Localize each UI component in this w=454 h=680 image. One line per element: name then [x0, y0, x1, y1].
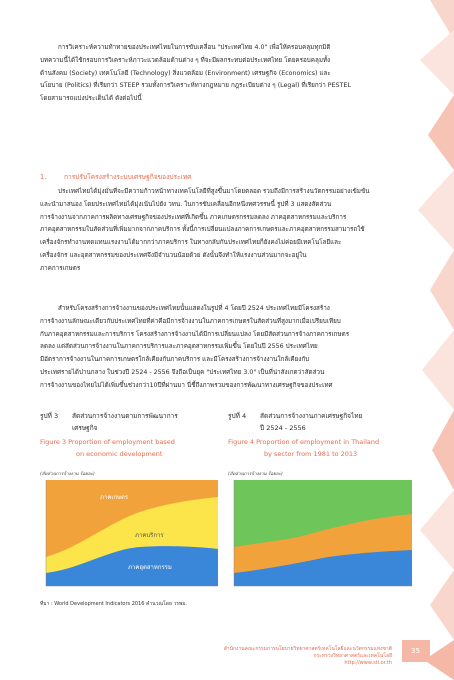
text-line: มีอัตราการจ้างงานในภาคการเกษตรใกล้เคียงกับภาคบริการ และมีโครงสร้างการจ้างงานใกล้เคียงกับ	[40, 356, 310, 364]
text-line: นโยบาย (Politics) ที่เรียกว่า STEEP รวมทั้งการวิเคราะห์ทางกฎหมาย กฎระเบียบต่าง ๆ (Legal) ที่เรียกว่า PESTEL	[40, 82, 351, 90]
figure4-en-line: by sector from 1981 to 2013	[264, 450, 358, 458]
figure3-title	[72, 410, 178, 434]
figure4-label: รูปที่ 4	[228, 412, 247, 420]
text-line: ลดลง แต่สัดส่วนการจ้างงานในภาคการบริการและภาคอุตสาหกรรมเพิ่มขึ้น โดยในปี 2556 ประเทศไทย	[40, 343, 318, 351]
body-paragraph-3	[40, 303, 400, 393]
figure3-title-line: สัดส่วนการจ้างงานตามการพัฒนาการ	[72, 412, 178, 420]
text-line: ภาคการเกษตร	[40, 264, 81, 272]
figure3-title-line: เศรษฐกิจ	[72, 424, 98, 432]
figure4-title-line: สัดส่วนการจ้างงานภาคเศรษฐกิจไทย	[260, 412, 363, 420]
text-line: ด้านสังคม (Society) เทคโนโลยี (Technology) สิ่งแวดล้อม (Environment) เศรษฐกิจ (Economics) และ	[40, 69, 331, 77]
figure4-chart-header: (สัดส่วนการจ้างงาน ร้อยละ)	[228, 472, 283, 477]
figure3-caption	[40, 410, 225, 434]
body-paragraph-2	[40, 186, 400, 276]
text-line: ประเทศรายได้ปานกลาง ในช่วงปี 2524 - 2556 จึงถือเป็นยุค "ประเทศไทย 3.0" เป็นที่น่าสังเกตว่าสัดส่วน	[40, 368, 325, 376]
text-line: การจ้างงานของไทยไม่ได้เพิ่มขึ้นช่วงกว่า10ปีที่ผ่านมา นี่ชี้ถึงภาพรวมของการพัฒนาทางเศรษฐกิจของประเทศ	[40, 381, 333, 389]
page-footer	[224, 646, 392, 667]
figure-source: ที่มา : World Development Indicators 2016 คำนวณโดย วรพม.	[40, 601, 188, 607]
figure4-title-line: ปี 2524 - 2556	[260, 424, 306, 432]
text-line: การวิเคราะห์ความท้าทายของประเทศไทยในการขับเคลื่อน "ประเทศไทย 4.0" เพื่อให้ครอบคลุมทุกมิติ	[58, 44, 331, 51]
figure3-chart-header: (สัดส่วนการจ้างงาน ร้อยละ)	[40, 472, 95, 477]
figure3-chart	[40, 477, 220, 592]
text-line: สำหรับโครงสร้างการจ้างงานของประเทศไทยนั้นแสดงในรูปที่ 4 โดยปี 2524 ประเทศไทยมีโครงสร้าง	[58, 305, 330, 312]
text-line: ภาคอุตสาหกรรมในสัดส่วนที่เพิ่มมากจากภาคบริการ ทั้งนี้การเปลี่ยนแปลงภาคการเกษตรและภาคอุตสาหกรรมสามารถใช้	[40, 226, 365, 234]
intro-paragraph	[40, 42, 400, 106]
figure4-title	[260, 410, 362, 434]
section-number: 1.	[40, 173, 47, 181]
text-line: กับภาคอุตสาหกรรมและการบริการ โครงสร้างการจ้างงานได้มีการเปลี่ยนแปลง โดยมีสัดส่วนการจ้างภาคการเกษตร	[40, 330, 350, 338]
figure4-en-line: Figure 4 Proportion of employment in Thailand	[228, 438, 380, 446]
text-line: บทความนี้ได้ใช้กรอบการวิเคราะห์ภาวะแวดล้อมด้านต่าง ๆ ที่จะมีผลกระทบต่อประเทศไทย โดยครอบคลุมทั้ง	[40, 56, 331, 64]
page-number: 35	[411, 647, 420, 655]
text-line: และนำมาสนอง โดยประเทศไทยได้มุ่งเน้นไปยัง วทน. ในการขับเคลื่อนอีกหนึ่งทศวรรษนี้ รูปที่ 3 แสดงสัดส่วน	[40, 200, 332, 208]
figure3-en-line: Figure 3 Proportion of employment based	[40, 438, 175, 446]
figure4-caption	[228, 410, 418, 434]
text-line: โดยสามารถแบ่งประเด็นได้ ดังต่อไปนี้	[40, 95, 142, 103]
footer-line: กระทรวงวิทยาศาสตร์และเทคโนโลยี	[313, 653, 392, 659]
figure3-label: รูปที่ 3	[40, 412, 59, 420]
footer-line: สำนักงานคณะกรรมการนโยบายวิทยาศาสตร์เทคโนโลยีและนวัตกรรมแห่งชาติ	[223, 646, 392, 652]
figure4-caption-en	[228, 436, 379, 460]
text-line: เครื่องจักร และอุตสาหกรรมของประเทศจึงมีจำนวนน้อยด้วย ดังนั้นจึงทำให้แรงงานส่วนมากจะอยู่ใน	[40, 251, 307, 259]
figure4-chart	[228, 477, 414, 592]
section-title: การปรับโครงสร้างระบบเศรษฐกิจของประเทศ	[64, 173, 192, 181]
footer-url: http://www.sti.or.th	[344, 660, 392, 666]
zone-label-industry: ภาคอุตสาหกรรม	[128, 564, 172, 571]
figure3-en-line: on economic development	[76, 450, 163, 458]
figure3-caption-en	[40, 436, 175, 460]
text-line: การจ้างงานลักษณะเดียวกับประเทศไทยที่ค่าคือมีการจ้างงานในภาคการเกษตรในสัดส่วนที่สูงมากเมื่อเปรียบเทียบ	[40, 317, 341, 325]
text-line: เครื่องจักรทำงานทดแทนแรงงานได้มากกว่าภาคบริการ ในทางกลับกันประเทศไทยก็ยังคงไม่ค่อยมีเทคโนโลยีและ	[40, 239, 342, 247]
zone-label-agri: ภาคเกษตร	[100, 494, 129, 501]
text-line: ประเทศไทยได้มุ่งมั่นที่จะมีความก้าวหน้าทางเทคโนโลยีที่สูงขึ้นมาโดยตลอด รวมถึงมีการสร้างนวัตกรรมอย่างเข้มข้น	[58, 188, 370, 195]
text-line: การจ้างงานจากภาคการผลิตทางเศรษฐกิจของประเทศที่เกิดขึ้น ภาคเกษตรกรรมลดลง ภาคอุตสาหกรรมและบริการ	[40, 213, 347, 221]
zone-label-service: ภาคบริการ	[135, 532, 164, 539]
section-heading	[40, 171, 191, 182]
